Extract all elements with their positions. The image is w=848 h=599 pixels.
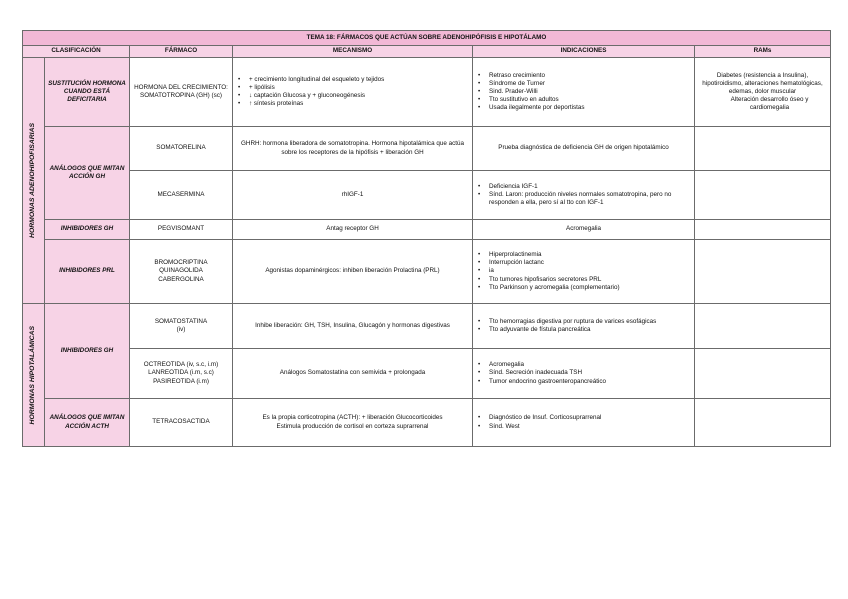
indications-somatostatina bbox=[473, 304, 695, 349]
class-analogos-acth: ANÁLOGOS QUE IMITAN ACCIÓN ACTH bbox=[45, 399, 130, 447]
group-adenohipofisarias bbox=[23, 58, 45, 304]
table-row bbox=[23, 220, 831, 240]
list-item: • Retraso crecimiento bbox=[489, 72, 691, 80]
rams-text-2: Alteración desarrollo óseo y cardiomegalia bbox=[730, 96, 809, 112]
table-row bbox=[23, 127, 831, 171]
class-inhibidores-prl: INHIBIDORES PRL bbox=[45, 240, 130, 304]
list-item: • Tto hemorragias digestiva por ruptura de varices esofágicas bbox=[489, 318, 691, 326]
list-item: • Sínd. Secreción inadecuada TSH bbox=[489, 369, 691, 377]
class-inhibidores-gh: INHIBIDORES GH bbox=[45, 220, 130, 240]
rams-empty bbox=[695, 349, 831, 399]
class-inhibidores-gh-hipot: INHIBIDORES GH bbox=[45, 304, 130, 399]
list-item: • Interrupción lactanc bbox=[489, 259, 691, 267]
indications-somatorelina: Prueba diagnóstica de deficiencia GH de origen hipotalámico bbox=[473, 127, 695, 171]
indications-dopaminergicos bbox=[473, 240, 695, 304]
header-farmaco: FÁRMACO bbox=[130, 46, 233, 58]
drug-pasireotida: PASIREOTIDA (i.m) bbox=[153, 377, 209, 385]
drug-somatorelina: SOMATORELINA bbox=[130, 127, 233, 171]
drug-analogos-somatostatina bbox=[130, 349, 233, 399]
rams-empty bbox=[695, 399, 831, 447]
drug-lanreotida: LANREOTIDA (i.m, s.c) bbox=[148, 369, 214, 377]
mechanism-tetracosactida bbox=[233, 399, 473, 447]
list-item: • Deficiencia IGF-1 bbox=[489, 183, 691, 191]
group-label-hipot: HORMONAS HIPOTALÁMICAS bbox=[29, 325, 37, 425]
header-clasificacion: CLASIFICACIÓN bbox=[23, 46, 130, 58]
table-row bbox=[23, 171, 831, 220]
drug-pegvisomant: PEGVISOMANT bbox=[130, 220, 233, 240]
rams-empty bbox=[695, 127, 831, 171]
group-label-adeno: HORMONAS ADENOHIPOFISARIAS bbox=[29, 123, 37, 238]
drug-somatostatina bbox=[130, 304, 233, 349]
rams-text: Diabetes (resistencia a Insulina), hipotiroidismo, alteraciones hematológicas, edemas, dolor muscular bbox=[702, 71, 823, 95]
list-item: • Tto Parkinson y acromegalia (complementario) bbox=[489, 284, 691, 292]
list-item: • Tumor endocrino gastroenteropancreático bbox=[489, 378, 691, 386]
drug-somatostatina-route: (iv) bbox=[176, 326, 186, 333]
rams-somatotropina bbox=[695, 58, 831, 127]
drug-cabergolina: CABERGOLINA bbox=[158, 275, 204, 283]
drug-somatotropina: HORMONA DEL CRECIMIENTO: SOMATOTROPINA (GH) (sc) bbox=[130, 58, 233, 127]
drug-tetracosactida: TETRACOSACTIDA bbox=[130, 399, 233, 447]
mechanism-octreotida: Análogos Somatostatina con semivida + prolongada bbox=[233, 349, 473, 399]
drug-mecasermina: MECASERMINA bbox=[130, 171, 233, 220]
list-item: • + lipólisis bbox=[249, 84, 469, 92]
list-item: • Tto sustitutivo en adultos bbox=[489, 96, 691, 104]
indications-somatotropina bbox=[473, 58, 695, 127]
indications-octreotida bbox=[473, 349, 695, 399]
list-item: • Hiperprolactinemia bbox=[489, 251, 691, 259]
drug-dopaminergicos bbox=[130, 240, 233, 304]
table-row bbox=[23, 240, 831, 304]
list-item: • Diagnóstico de Insuf. Corticosuprarrenal bbox=[489, 414, 691, 422]
header-mecanismo: MECANISMO bbox=[233, 46, 473, 58]
list-item: • Acromegalia bbox=[489, 361, 691, 369]
list-item: • Síndrome de Turner bbox=[489, 80, 691, 88]
rams-empty bbox=[695, 240, 831, 304]
mechanism-somatostatina: Inhibe liberación: GH, TSH, Insulina, Glucagón y hormonas digestivas bbox=[233, 304, 473, 349]
indications-tetracosactida bbox=[473, 399, 695, 447]
list-item: • ↑ síntesis proteínas bbox=[249, 100, 469, 108]
list-item: • Usada ilegalmente por deportistas bbox=[489, 104, 691, 112]
mechanism-dopaminergicos: Agonistas dopaminérgicos: inhiben liberación Prolactina (PRL) bbox=[233, 240, 473, 304]
table-row bbox=[23, 399, 831, 447]
header-indicaciones: INDICACIONES bbox=[473, 46, 695, 58]
indications-mecasermina bbox=[473, 171, 695, 220]
list-item: • ia bbox=[489, 267, 691, 275]
rams-empty bbox=[695, 304, 831, 349]
list-item: • Tto adyuvante de fístula pancreática bbox=[489, 326, 691, 334]
rams-empty bbox=[695, 171, 831, 220]
drug-octreotida: OCTREOTIDA (iv, s.c, i.m) bbox=[143, 361, 219, 369]
rams-empty bbox=[695, 220, 831, 240]
list-item: • ↓ captación Glucosa y + gluconeogénesis bbox=[249, 92, 469, 100]
mechanism-somatorelina: GHRH: hormona liberadora de somatotropina. Hormona hipotalámica que actúa sobre los receptores de la hipófisis + liberación GH bbox=[233, 127, 473, 171]
drug-quinagolida: QUINAGOLIDA bbox=[159, 267, 203, 275]
mechanism-line: Es la propia corticotropina (ACTH): + liberación Glucocorticoides bbox=[262, 414, 443, 422]
table-row bbox=[23, 304, 831, 349]
header-rams: RAMs bbox=[695, 46, 831, 58]
drug-bromocriptina: BROMOCRIPTINA bbox=[154, 259, 208, 267]
group-hipotalamicas bbox=[23, 304, 45, 447]
indications-pegvisomant: Acromegalia bbox=[473, 220, 695, 240]
drug-somatostatina-name: SOMATOSTATINA bbox=[154, 317, 208, 325]
mechanism-somatotropina bbox=[233, 58, 473, 127]
table-title: TEMA 18: FÁRMACOS QUE ACTÚAN SOBRE ADENOHIPÓFISIS E HIPOTÁLAMO bbox=[23, 31, 831, 46]
table-row bbox=[23, 58, 831, 127]
list-item: • Sind. Prader-Willi bbox=[489, 88, 691, 96]
class-sustitucion: SUSTITUCIÓN HORMONA CUANDO ESTÁ DEFICITARIA bbox=[45, 58, 130, 127]
list-item: • Sínd. West bbox=[489, 423, 691, 431]
mechanism-mecasermina: rhIGF-1 bbox=[233, 171, 473, 220]
pharmacology-table bbox=[22, 30, 831, 447]
list-item: • Tto tumores hipofisarios secretores PRL bbox=[489, 276, 691, 284]
class-analogos-gh: ANÁLOGOS QUE IMITAN ACCIÓN GH bbox=[45, 127, 130, 220]
list-item: • Sínd. Laron: producción niveles normales somatotropina, pero no responden a ella, pero sí al tto con IGF-1 bbox=[489, 191, 691, 207]
table-row bbox=[23, 349, 831, 399]
mechanism-line: Estimula producción de cortisol en corteza suprarrenal bbox=[276, 422, 429, 430]
mechanism-pegvisomant: Antag receptor GH bbox=[233, 220, 473, 240]
list-item: • + crecimiento longitudinal del esqueleto y tejidos bbox=[249, 76, 469, 84]
